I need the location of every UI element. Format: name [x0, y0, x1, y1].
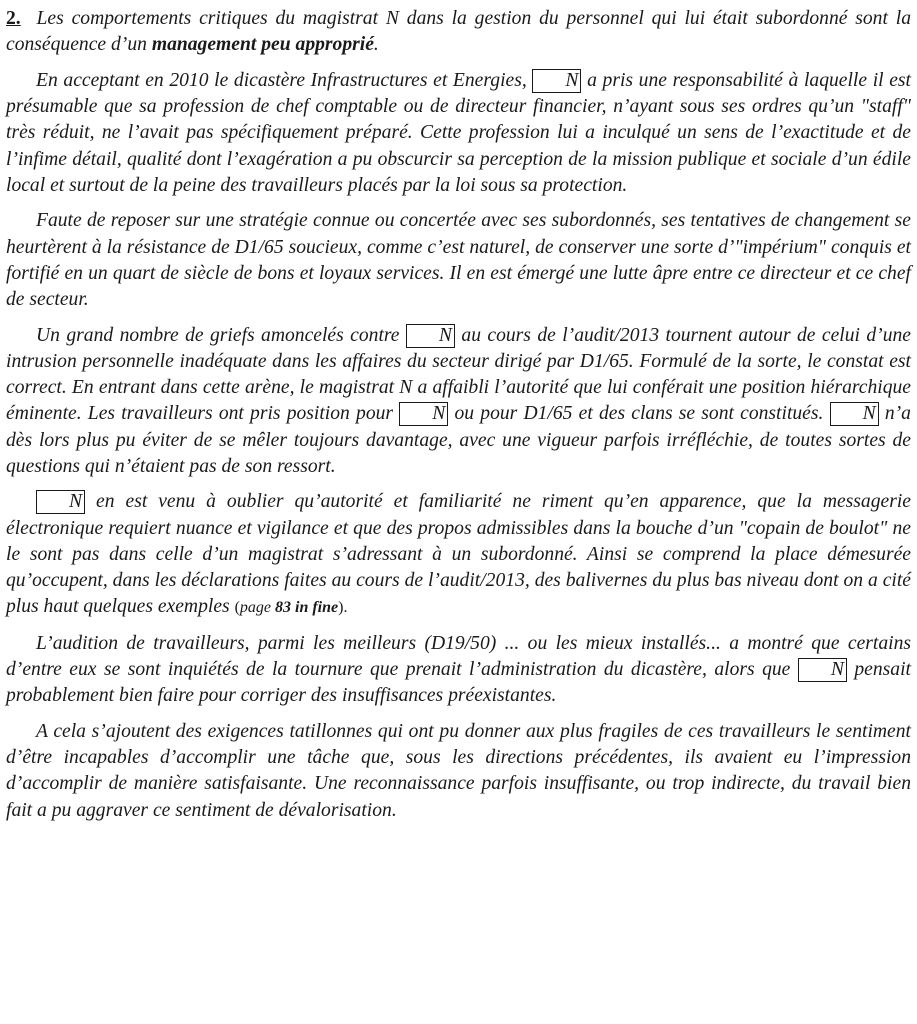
boxed-marker-n: N [399, 402, 448, 426]
paragraph-3-part-c: ou pour D1/65 et des clans se sont constitués. [454, 403, 824, 425]
paragraph-4 [6, 489, 911, 621]
paragraph-3-part-b: au cours de l’audit/2013 tournent autour de celui d’une intrusion personnelle inadéquate dans les affaires du secteur dirigé par D1/65. Formulé de la sorte, le constat est correct. En entrant dans cette arène, le magistrat N a affaibli l’autorité que lui conférait une position hiérarchique éminente. Les travailleurs ont pris position pour [6, 324, 911, 425]
boxed-marker-n: N [798, 658, 847, 682]
paragraph-2 [6, 208, 911, 313]
boxed-marker-n: N [532, 69, 581, 93]
paragraph-1 [6, 68, 911, 199]
paragraph-5-part-b: pensait probablement bien faire pour corriger des insuffisances préexistantes. [6, 659, 911, 707]
page-reference-label: page [239, 599, 271, 617]
paragraph-3-part-a: Un grand nombre de griefs amoncelés contre [36, 324, 400, 346]
page-reference-number: 83 in fine [275, 599, 339, 617]
paragraph-2-text: Faute de reposer sur une stratégie connue ou concertée avec ses subordonnés, ses tentatives de changement se heurtèrent à la résistance de D1/65 soucieux, comme c’est naturel, de conserver une sorte d’"impérium" conquis et fortifié en un quart de siècle de bons et loyaux services. Il en est émergé une lutte âpre entre ce directeur et ce chef de secteur. [6, 210, 911, 311]
boxed-marker-n: N [406, 324, 455, 348]
boxed-marker-n: N [36, 490, 85, 514]
section-number: 2. [6, 8, 21, 29]
section-emphasis-text: management peu approprié [151, 34, 374, 56]
page-reference-close: ). [338, 599, 348, 617]
paragraph-5-part-a: L’audition de travailleurs, parmi les meilleurs (D19/50) ... ou les mieux installés... a montré que certains d’entre eux se sont inquiétés de la tournure que prenait l’administration du dicastère, alors que [6, 632, 911, 681]
paragraph-6-text: A cela s’ajoutent des exigences tatillonnes qui ont pu donner aux plus fragiles de ces travailleurs le sentiment d’être incapables d’accomplir une tâche que, sous les directions précédentes, ils avaient eu l’impression d’accomplir de manière satisfaisante. Une reconnaissance parfois insuffisante, ou trop indirecte, du travail bien fait a pu aggraver ce sentiment de dévalorisation. [6, 721, 911, 821]
page-reference-open: ( [234, 599, 240, 617]
section-heading-paragraph [6, 6, 911, 58]
paragraph-3-part-d: n’a dès lors plus pu éviter de se mêler toujours davantage, avec une vigueur parfois irréfléchie, de toutes sortes de questions qui n’étaient pas de son ressort. [6, 403, 911, 477]
section-intro-text: Les comportements critiques du magistrat N dans la gestion du personnel qui lui était subordonné sont la conséquence d’un [6, 8, 911, 56]
paragraph-3 [6, 323, 911, 480]
page-reference [235, 599, 348, 616]
paragraph-6 [6, 719, 911, 824]
paragraph-1-before: En acceptant en 2010 le dicastère Infrastructures et Energies, [36, 69, 527, 91]
paragraph-4-text: en est venu à oublier qu’autorité et familiarité ne riment qu’en apparence, que la messagerie électronique requiert nuance et vigilance et que des propos admissibles dans la bouche d’un "copain de boulot" ne le sont pas dans celle d’un magistrat s’adressant à un subordonné. Ainsi se comprend la place démesurée qu’occupent, dans les déclarations faites au cours de l’audit/2013, des balivernes du plus bas niveau dont on a cité plus haut quelques exemples [6, 491, 911, 618]
boxed-marker-n: N [830, 402, 879, 426]
paragraph-5 [6, 631, 911, 710]
section-intro-end: . [373, 34, 379, 56]
paragraph-1-after: a pris une responsabilité à laquelle il est présumable que sa profession de chef comptable ou de directeur financier, n’ayant sous ses ordres qu’un "staff" très réduit, ne l’avait pas spécifiquement préparé. Cette profession lui a inculqué un sens de l’exactitude et de l’infime détail, qualité dont l’exagération a pu obscurcir sa perception de la mission publique et sociale d’un édile local et surtout de la peine des travailleurs placés par la loi sous sa protection. [6, 69, 911, 196]
